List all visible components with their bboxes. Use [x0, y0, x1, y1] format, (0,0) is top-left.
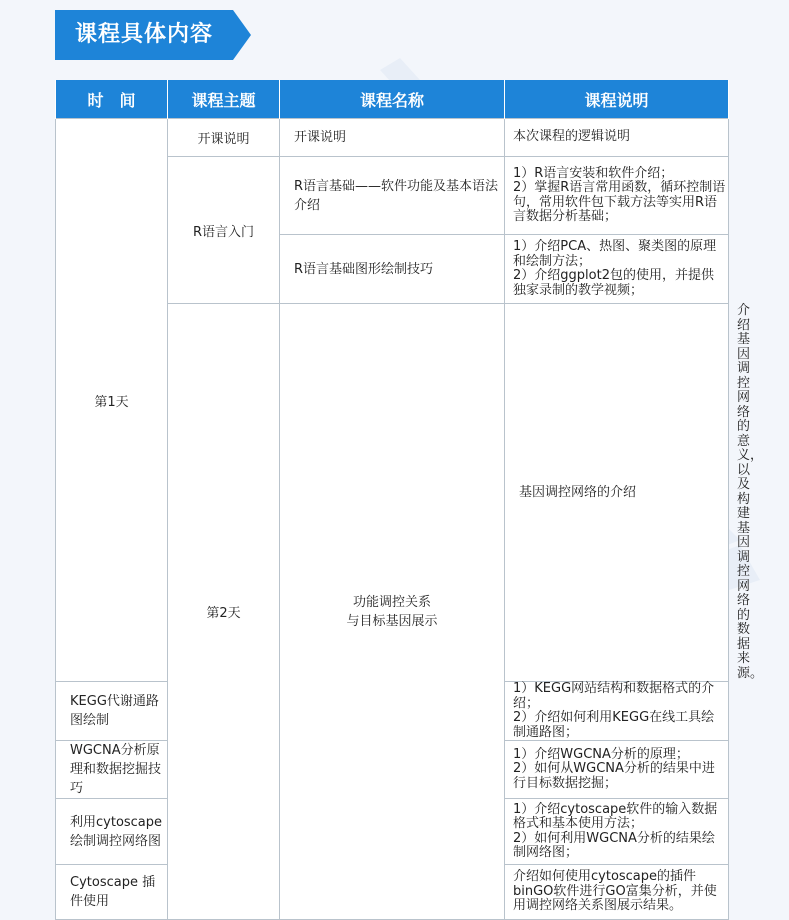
header-desc: 课程说明 [505, 80, 729, 119]
topic-cell: 开课说明 [168, 119, 280, 157]
desc-line: 1）R语言安装和软件介绍； [513, 165, 674, 181]
section-title: 课程具体内容 [74, 22, 213, 47]
course-desc-cell [505, 741, 729, 799]
course-table [55, 80, 764, 920]
course-name-cell: 开课说明 [280, 119, 505, 157]
desc-line: 1）介绍WGCNA分析的原理； [513, 746, 689, 762]
desc-line: 2）掌握R语言常用函数，循环控制语句，常用软件包下载方法等实用R语言数据分析基础； [513, 180, 726, 224]
course-name-cell: 利用cytoscape 绘制调控网络图 [56, 799, 168, 865]
course-name-cell: R语言基础图形绘制技巧 [280, 235, 505, 304]
header-name: 课程名称 [280, 80, 505, 119]
day-cell: 第2天 [168, 304, 280, 920]
desc-line: 2）介绍如何利用KEGG在线工具绘制通路图； [513, 710, 715, 740]
desc-line: 介绍如何使用cytoscape的插件binGO软件进行GO富集分析，并使用调控网络关系图展示结果。 [513, 869, 717, 914]
desc-line: 2）如何从WGCNA分析的结果中进行目标数据挖掘； [513, 761, 715, 791]
course-desc-cell [505, 157, 729, 235]
course-name-cell: KEGG代谢通路图绘制 [56, 682, 168, 741]
course-desc-cell [505, 799, 729, 865]
course-name-cell: WGCNA分析原理和数据挖掘技巧 [56, 741, 168, 799]
course-desc-cell [505, 235, 729, 304]
desc-line: 1）介绍cytoscape软件的输入数据格式和基本使用方法； [513, 801, 718, 831]
course-desc-cell [505, 119, 729, 157]
table-row: 第2天 功能调控关系 与目标基因展示 基因调控网络的介绍 介绍基因调控网络的意义，以及构建基因调控网络的数据来源。 [56, 304, 729, 682]
course-name-cell: 基因调控网络的介绍 [505, 304, 729, 682]
course-desc-cell [505, 682, 729, 741]
course-desc-cell [505, 865, 729, 920]
table-header-row [56, 80, 729, 119]
header-topic: 课程主题 [168, 80, 280, 119]
course-name-cell: R语言基础——软件功能及基本语法介绍 [280, 157, 505, 235]
course-name-cell: Cytoscape 插件使用 [56, 865, 168, 920]
day-cell: 第1天 [56, 119, 168, 682]
section-title-banner [55, 10, 251, 60]
topic-cell: R语言入门 [168, 157, 280, 304]
header-time: 时 间 [56, 80, 168, 119]
topic-cell: 功能调控关系 与目标基因展示 [280, 304, 505, 920]
desc-line: 1）KEGG网站结构和数据格式的介绍； [513, 681, 715, 711]
desc-line: 本次课程的逻辑说明 [513, 129, 631, 145]
table-row [56, 119, 729, 157]
desc-line: 2）介绍ggplot2包的使用，并提供独家录制的教学视频； [513, 268, 714, 298]
desc-line: 2）如何利用WGCNA分析的结果绘制网络图； [513, 830, 715, 860]
desc-line: 1）介绍PCA、热图、聚类图的原理和绘制方法； [513, 239, 717, 269]
